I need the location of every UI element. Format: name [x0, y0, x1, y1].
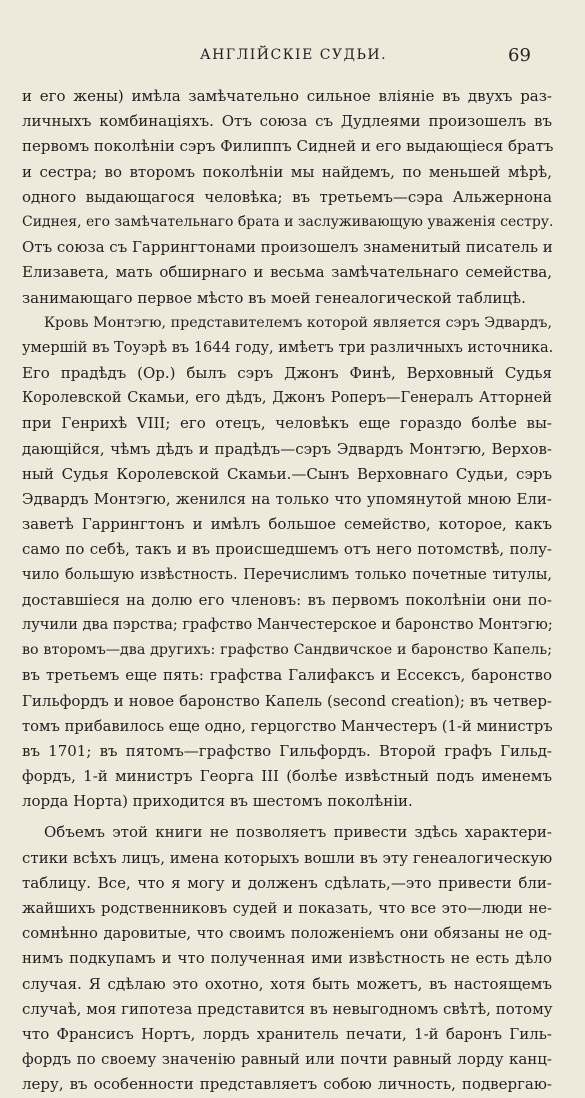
- text-line: само по себѣ, такъ и въ происшедшемъ отъ него потомствѣ, полу-: [22, 540, 552, 559]
- text-line: первомъ поколѣніи сэръ Филиппъ Сидней и его выдающіеся братъ: [22, 137, 554, 156]
- text-line: таблицу. Все, что я могу и долженъ сдѣлать,—это привести бли-: [22, 873, 552, 892]
- text-line: фордъ, 1-й министръ Георга III (болѣе извѣстный подъ именемъ: [22, 767, 552, 786]
- text-line: и сестра; во второмъ поколѣніи мы найдемъ, по меньшей мѣрѣ,: [22, 162, 552, 181]
- text-line: при Генрихѣ VIII; его отецъ, человѣкъ еще гораздо болѣе вы-: [22, 414, 552, 433]
- text-line: Королевской Скамьи, его дѣдъ, Джонъ Роперъ—Генералъ Атторней: [22, 390, 552, 407]
- text-line: заветѣ Гаррингтонъ и имѣлъ большое семейство, которое, какъ: [22, 515, 552, 534]
- text-line: Отъ союза съ Гаррингтонами произошелъ знаменитый писатель и: [22, 238, 553, 257]
- text-line: леру, въ особенности представляетъ собою личность, подвергаю-: [22, 1075, 552, 1094]
- text-line: жайшихъ родственниковъ судей и показать, что все это—люди не-: [22, 900, 552, 917]
- text-line: занимающаго первое мѣсто въ моей генеалогической таблицѣ.: [22, 288, 526, 307]
- paragraph-2: [22, 311, 552, 815]
- text-line: Его прадѣдъ (Ор.) былъ сэръ Джонъ Финѣ, Верховный Судья: [22, 364, 552, 383]
- text-line: Эдвардъ Монтэгю, женился на только что упомянутой мною Ели-: [22, 490, 552, 508]
- text-line: дающійся, чѣмъ дѣдъ и прадѣдъ—сэръ Эдвардъ Монтэгю, Верхов-: [22, 439, 552, 458]
- running-head: АНГЛІЙСКІЕ СУДЬИ.: [200, 47, 388, 63]
- text-line: въ 1701; въ пятомъ—графство Гильфордъ. Второй графъ Гильд-: [22, 741, 552, 760]
- text-line: Сиднея, его замѣчательнаго брата и заслуживающую уваженія сестру.: [22, 213, 554, 230]
- text-line: доставшіеся на долю его членовъ: въ первомъ поколѣніи они по-: [22, 590, 552, 609]
- text-line: Кровь Монтэгю, представителемъ которой является сэръ Эдвардъ,: [44, 314, 552, 331]
- page-number: 69: [508, 45, 531, 66]
- paragraph-3: [22, 820, 552, 1097]
- text-line: личныхъ комбинаціяхъ. Отъ союза съ Дудлеями произошелъ въ: [22, 112, 552, 131]
- text-line: и его жены) имѣла замѣчательно сильное вліяніе въ двухъ раз-: [22, 87, 552, 105]
- text-line: чило большую извѣстность. Перечислимъ только почетные титулы,: [22, 566, 552, 583]
- text-line: сомнѣнно даровитые, что своимъ положеніемъ они обязаны не од-: [22, 925, 552, 943]
- text-line: Елизавета, мать обширнаго и весьма замѣчательнаго семейства,: [22, 263, 552, 282]
- text-line: случая. Я сдѣлаю это охотно, хотя быть можетъ, въ настоящемъ: [22, 974, 552, 993]
- text-line: случаѣ, моя гипотеза представится въ невыгодномъ свѣтѣ, потому: [22, 999, 553, 1018]
- text-line: одного выдающагося человѣка; въ третьемъ—сэра Альжернона: [22, 187, 552, 206]
- text-line: Гильфордъ и новое баронство Капель (second creation); въ четвер-: [22, 691, 552, 710]
- text-line: въ третьемъ еще пять: графства Галифаксъ и Ессексъ, баронство: [22, 666, 552, 685]
- page-header: [0, 45, 585, 67]
- text-line: стики всѣхъ лицъ, имена которыхъ вошли въ эту генеалогическую: [22, 848, 553, 867]
- paragraph-1: [22, 84, 552, 311]
- text-line: нимъ подкупамъ и что полученная ими извѣстность не есть дѣло: [22, 949, 552, 968]
- page-body: [22, 84, 552, 1098]
- text-line: во второмъ—два другихъ: графство Сандвичское и баронство Капель;: [22, 642, 552, 659]
- text-line: Объемъ этой книги не позволяетъ привести здѣсь характери-: [44, 823, 552, 842]
- text-line: умершій въ Тоуэрѣ въ 1644 году, имѣетъ три различныхъ источника.: [22, 339, 554, 356]
- text-line: лучили два пэрства; графство Манчестерское и баронство Монтэгю;: [22, 616, 553, 633]
- text-line: лорда Норта) приходится въ шестомъ поколѣніи.: [22, 792, 413, 811]
- text-line: ный Судья Королевской Скамьи.—Сынъ Верховнаго Судьи, сэръ: [22, 464, 552, 483]
- text-line: томъ прибавилось еще одно, герцогство Манчестеръ (1-й министръ: [22, 717, 553, 735]
- text-line: фордъ по своему значенію равный или почти равный лорду канц-: [22, 1050, 552, 1069]
- text-line: что Франсисъ Нортъ, лордъ хранитель печати, 1-й баронъ Гиль-: [22, 1024, 552, 1043]
